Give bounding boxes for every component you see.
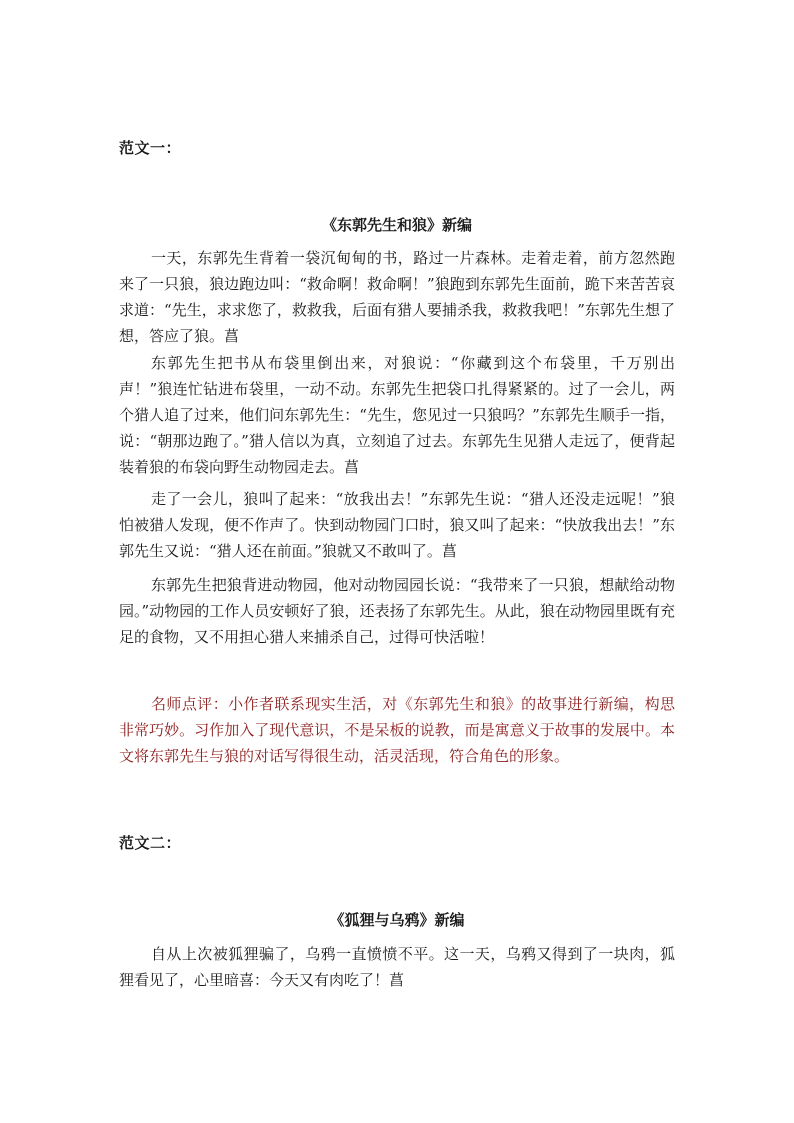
essay-2-paragraph-1: 自从上次被狐狸骗了，乌鸦一直愤愤不平。这一天，乌鸦又得到了一块肉，狐狸看见了，心里暗喜：今天又有肉吃了！菖 (119, 945, 675, 989)
essay-1-paragraph-1: 一天，东郭先生背着一袋沉甸甸的书，路过一片森林。走着走着，前方忽然跑来了一只狼，狼边跑边叫：“救命啊！救命啊！”狼跑到东郭先生面前，跪下来苦苦哀求道：“先生，求求您了，救救我，后面有猎人要捕杀我，救救我吧！”东郭先生想了想，答应了狼。菖 (119, 249, 675, 345)
essay-2-title: 《狐狸与乌鸦》新编 (329, 911, 465, 929)
essay-2-heading: 范文二： (119, 834, 182, 852)
essay-1-paragraph-3: 走了一会儿，狼叫了起来：“放我出去！”东郭先生说：“猎人还没走远呢！”狼怕被猎人发现，便不作声了。快到动物园门口时，狼又叫了起来：“快放我出去！”东郭先生又说：“猎人还在前面。”狼就又不敢叫了。菖 (119, 490, 675, 560)
essay-1-heading: 范文一： (119, 139, 182, 157)
essay-1-paragraph-4: 东郭先生把狼背进动物园，他对动物园园长说：“我带来了一只狼，想献给动物园。”动物园的工作人员安顿好了狼，还表扬了东郭先生。从此，狼在动物园里既有充足的食物，又不用担心猎人来捕杀自己，过得可快活啦！ (119, 576, 675, 646)
essay-1-paragraph-2: 东郭先生把书从布袋里倒出来，对狼说：“你藏到这个布袋里，千万别出声！”狼连忙钻进布袋里，一动不动。东郭先生把袋口扎得紧紧的。过了一会儿，两个猎人追了过来，他们问东郭先生：“先生，您见过一只狼吗？”东郭先生顺手一指，说：“朝那边跑了。”猎人信以为真，立刻追了过去。东郭先生见猎人走远了，便背起装着狼的布袋向野生动物园走去。菖 (119, 354, 675, 476)
essay-1-teacher-comment: 名师点评：小作者联系现实生活，对《东郭先生和狼》的故事进行新编，构思非常巧妙。习作加入了现代意识，不是呆板的说教，而是寓意义于故事的发展中。本文将东郭先生与狼的对话写得很生动，活灵活现，符合角色的形象。 (119, 695, 675, 765)
essay-1-title: 《东郭先生和狼》新编 (321, 216, 472, 234)
